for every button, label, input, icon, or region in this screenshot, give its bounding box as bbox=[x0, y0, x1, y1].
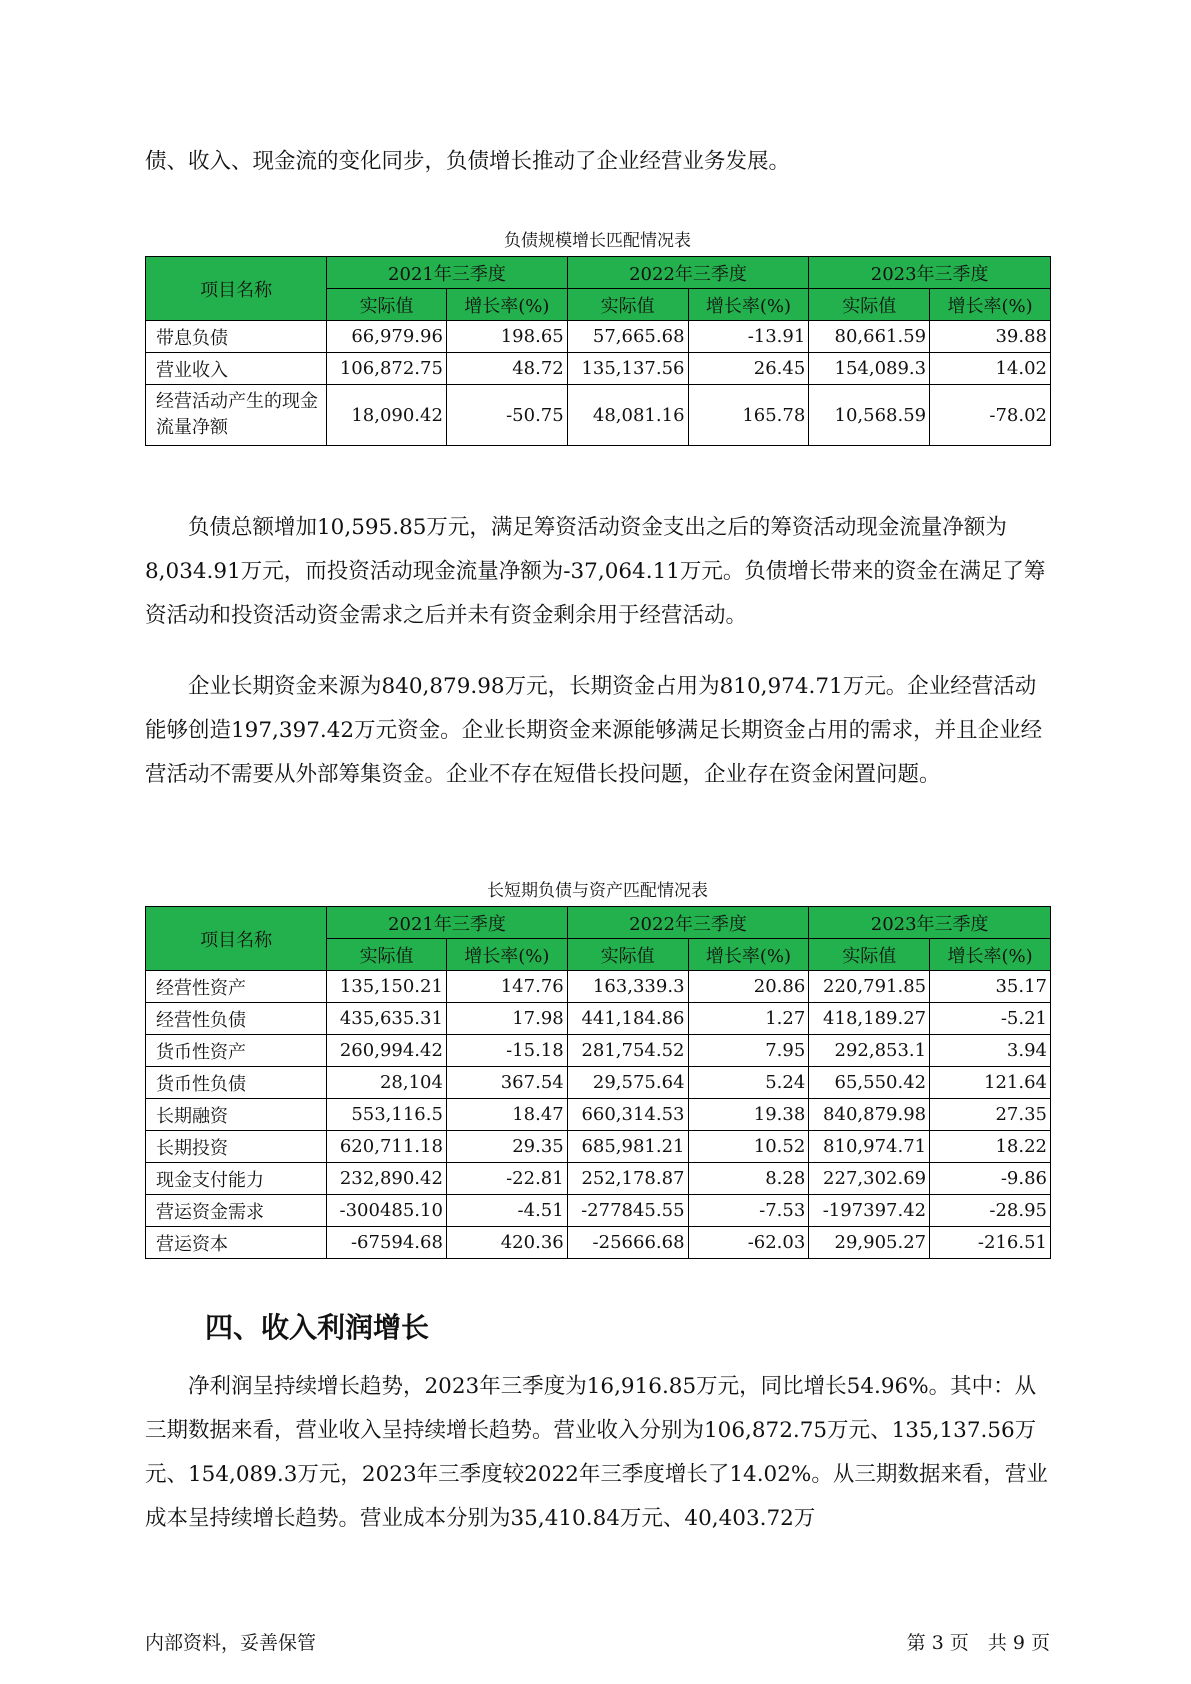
table-row bbox=[146, 1003, 1051, 1035]
cell-value: 281,754.52 bbox=[567, 1035, 688, 1067]
table-row bbox=[146, 1195, 1051, 1227]
actual-header: 实际值 bbox=[327, 939, 447, 971]
cell-value: 198.65 bbox=[446, 321, 567, 353]
section-heading: 四、收入利润增长 bbox=[205, 1311, 430, 1344]
cell-value: -28.95 bbox=[930, 1195, 1051, 1227]
table2-header-row bbox=[146, 907, 1051, 939]
row-name: 现金支付能力 bbox=[146, 1163, 327, 1195]
cell-value: 367.54 bbox=[446, 1067, 567, 1099]
paragraph-continuation: 债、收入、现金流的变化同步，负债增长推动了企业经营业务发展。 bbox=[145, 149, 791, 174]
cell-value: -197397.42 bbox=[809, 1195, 930, 1227]
cell-value: 48.72 bbox=[446, 353, 567, 385]
cell-value: 29,905.27 bbox=[809, 1227, 930, 1259]
row-name: 营运资本 bbox=[146, 1227, 327, 1259]
row-name: 经营活动产生的现金流量净额 bbox=[146, 385, 327, 446]
table-row bbox=[146, 1099, 1051, 1131]
cell-value: 420.36 bbox=[446, 1227, 567, 1259]
cell-value: 17.98 bbox=[446, 1003, 567, 1035]
cell-value: 10.52 bbox=[688, 1131, 809, 1163]
cell-value: 48,081.16 bbox=[567, 385, 688, 446]
actual-header: 实际值 bbox=[327, 289, 447, 321]
row-name: 长期融资 bbox=[146, 1099, 327, 1131]
cell-value: -5.21 bbox=[930, 1003, 1051, 1035]
cell-value: -67594.68 bbox=[327, 1227, 447, 1259]
cell-value: -13.91 bbox=[688, 321, 809, 353]
cell-value: 163,339.3 bbox=[567, 971, 688, 1003]
cell-value: 165.78 bbox=[688, 385, 809, 446]
actual-header: 实际值 bbox=[567, 289, 688, 321]
cell-value: 620,711.18 bbox=[327, 1131, 447, 1163]
cell-value: 660,314.53 bbox=[567, 1099, 688, 1131]
cell-value: 65,550.42 bbox=[809, 1067, 930, 1099]
cell-value: -62.03 bbox=[688, 1227, 809, 1259]
table-row bbox=[146, 1163, 1051, 1195]
table-row bbox=[146, 353, 1051, 385]
cell-value: 66,979.96 bbox=[327, 321, 447, 353]
cell-value: -300485.10 bbox=[327, 1195, 447, 1227]
cell-value: -15.18 bbox=[446, 1035, 567, 1067]
item-name-header: 项目名称 bbox=[146, 907, 327, 971]
cell-value: 135,137.56 bbox=[567, 353, 688, 385]
cell-value: 435,635.31 bbox=[327, 1003, 447, 1035]
cell-value: 7.95 bbox=[688, 1035, 809, 1067]
cell-value: 26.45 bbox=[688, 353, 809, 385]
cell-value: 685,981.21 bbox=[567, 1131, 688, 1163]
cell-value: -22.81 bbox=[446, 1163, 567, 1195]
table-row bbox=[146, 1131, 1051, 1163]
cell-value: 35.17 bbox=[930, 971, 1051, 1003]
footer-confidential-note: 内部资料，妥善保管 bbox=[145, 1632, 317, 1654]
cell-value: -78.02 bbox=[930, 385, 1051, 446]
cell-value: 106,872.75 bbox=[327, 353, 447, 385]
row-name: 营运资金需求 bbox=[146, 1195, 327, 1227]
row-name: 经营性资产 bbox=[146, 971, 327, 1003]
cell-value: 418,189.27 bbox=[809, 1003, 930, 1035]
growth-header: 增长率(%) bbox=[930, 939, 1051, 971]
period-header-2022: 2022年三季度 bbox=[567, 907, 809, 939]
period-header-2021: 2021年三季度 bbox=[327, 257, 568, 289]
cell-value: 227,302.69 bbox=[809, 1163, 930, 1195]
cell-value: 29,575.64 bbox=[567, 1067, 688, 1099]
cell-value: -25666.68 bbox=[567, 1227, 688, 1259]
cell-value: 57,665.68 bbox=[567, 321, 688, 353]
cell-value: 292,853.1 bbox=[809, 1035, 930, 1067]
cell-value: 39.88 bbox=[930, 321, 1051, 353]
paragraph-debt-growth: 负债总额增加10,595.85万元，满足筹资活动资金支出之后的筹资活动现金流量净额为8,034.91万元，而投资活动现金流量净额为-37,064.11万元。负债增长带来的资金在满足了筹资活动和投资活动资金需求之后并未有资金剩余用于经营活动。 bbox=[145, 515, 1046, 628]
cell-value: -7.53 bbox=[688, 1195, 809, 1227]
table1-caption: 负债规模增长匹配情况表 bbox=[504, 231, 691, 251]
cell-value: 18.22 bbox=[930, 1131, 1051, 1163]
cell-value: 154,089.3 bbox=[809, 353, 930, 385]
cell-value: 220,791.85 bbox=[809, 971, 930, 1003]
period-header-2023: 2023年三季度 bbox=[809, 907, 1051, 939]
actual-header: 实际值 bbox=[567, 939, 688, 971]
cell-value: 19.38 bbox=[688, 1099, 809, 1131]
cell-value: 5.24 bbox=[688, 1067, 809, 1099]
cell-value: 121.64 bbox=[930, 1067, 1051, 1099]
cell-value: 840,879.98 bbox=[809, 1099, 930, 1131]
cell-value: 3.94 bbox=[930, 1035, 1051, 1067]
table-row bbox=[146, 321, 1051, 353]
table-row bbox=[146, 1035, 1051, 1067]
cell-value: 14.02 bbox=[930, 353, 1051, 385]
cell-value: 20.86 bbox=[688, 971, 809, 1003]
table-row bbox=[146, 1227, 1051, 1259]
table-row bbox=[146, 1067, 1051, 1099]
growth-header: 增长率(%) bbox=[688, 289, 809, 321]
page-number: 第 3 页 共 9 页 bbox=[906, 1632, 1050, 1654]
cell-value: -9.86 bbox=[930, 1163, 1051, 1195]
cell-value: 1.27 bbox=[688, 1003, 809, 1035]
row-name: 长期投资 bbox=[146, 1131, 327, 1163]
actual-header: 实际值 bbox=[809, 939, 930, 971]
row-name: 带息负债 bbox=[146, 321, 327, 353]
cell-value: 252,178.87 bbox=[567, 1163, 688, 1195]
growth-header: 增长率(%) bbox=[688, 939, 809, 971]
row-name: 营业收入 bbox=[146, 353, 327, 385]
paragraph-profit-growth: 净利润呈持续增长趋势，2023年三季度为16,916.85万元，同比增长54.96%。其中：从三期数据来看，营业收入呈持续增长趋势。营业收入分别为106,872.75万元、135,137.56万元、154,089.3万元，2023年三季度较2022年三季度增长了14.02%。从三期数据来看，营业成本呈持续增长趋势。营业成本分别为35,410.84万元、40,403.72万 bbox=[145, 1374, 1048, 1531]
growth-header: 增长率(%) bbox=[446, 289, 567, 321]
table-row bbox=[146, 971, 1051, 1003]
cell-value: 553,116.5 bbox=[327, 1099, 447, 1131]
cell-value: 147.76 bbox=[446, 971, 567, 1003]
cell-value: 18.47 bbox=[446, 1099, 567, 1131]
growth-header: 增长率(%) bbox=[930, 289, 1051, 321]
period-header-2022: 2022年三季度 bbox=[567, 257, 809, 289]
cell-value: 27.35 bbox=[930, 1099, 1051, 1131]
period-header-2023: 2023年三季度 bbox=[809, 257, 1051, 289]
row-name: 货币性负债 bbox=[146, 1067, 327, 1099]
cell-value: -50.75 bbox=[446, 385, 567, 446]
period-header-2021: 2021年三季度 bbox=[327, 907, 568, 939]
cell-value: 260,994.42 bbox=[327, 1035, 447, 1067]
cell-value: 28,104 bbox=[327, 1067, 447, 1099]
item-name-header: 项目名称 bbox=[146, 257, 327, 321]
table2-caption: 长短期负债与资产匹配情况表 bbox=[487, 881, 708, 901]
cell-value: -277845.55 bbox=[567, 1195, 688, 1227]
actual-header: 实际值 bbox=[809, 289, 930, 321]
cell-value: 441,184.86 bbox=[567, 1003, 688, 1035]
cell-value: 232,890.42 bbox=[327, 1163, 447, 1195]
cell-value: -4.51 bbox=[446, 1195, 567, 1227]
growth-header: 增长率(%) bbox=[446, 939, 567, 971]
table1-header-row bbox=[146, 257, 1051, 289]
cell-value: 80,661.59 bbox=[809, 321, 930, 353]
cell-value: 8.28 bbox=[688, 1163, 809, 1195]
cell-value: 29.35 bbox=[446, 1131, 567, 1163]
cell-value: 135,150.21 bbox=[327, 971, 447, 1003]
cell-value: 10,568.59 bbox=[809, 385, 930, 446]
paragraph-long-term-funds: 企业长期资金来源为840,879.98万元，长期资金占用为810,974.71万元。企业经营活动能够创造197,397.42万元资金。企业长期资金来源能够满足长期资金占用的需求，并且企业经营活动不需要从外部筹集资金。企业不存在短借长投问题，企业存在资金闲置问题。 bbox=[145, 674, 1043, 787]
debt-asset-match-table bbox=[145, 906, 1051, 1259]
cell-value: -216.51 bbox=[930, 1227, 1051, 1259]
cell-value: 810,974.71 bbox=[809, 1131, 930, 1163]
cell-value: 18,090.42 bbox=[327, 385, 447, 446]
table-row bbox=[146, 385, 1051, 446]
row-name: 货币性资产 bbox=[146, 1035, 327, 1067]
row-name: 经营性负债 bbox=[146, 1003, 327, 1035]
debt-scale-table bbox=[145, 256, 1051, 446]
